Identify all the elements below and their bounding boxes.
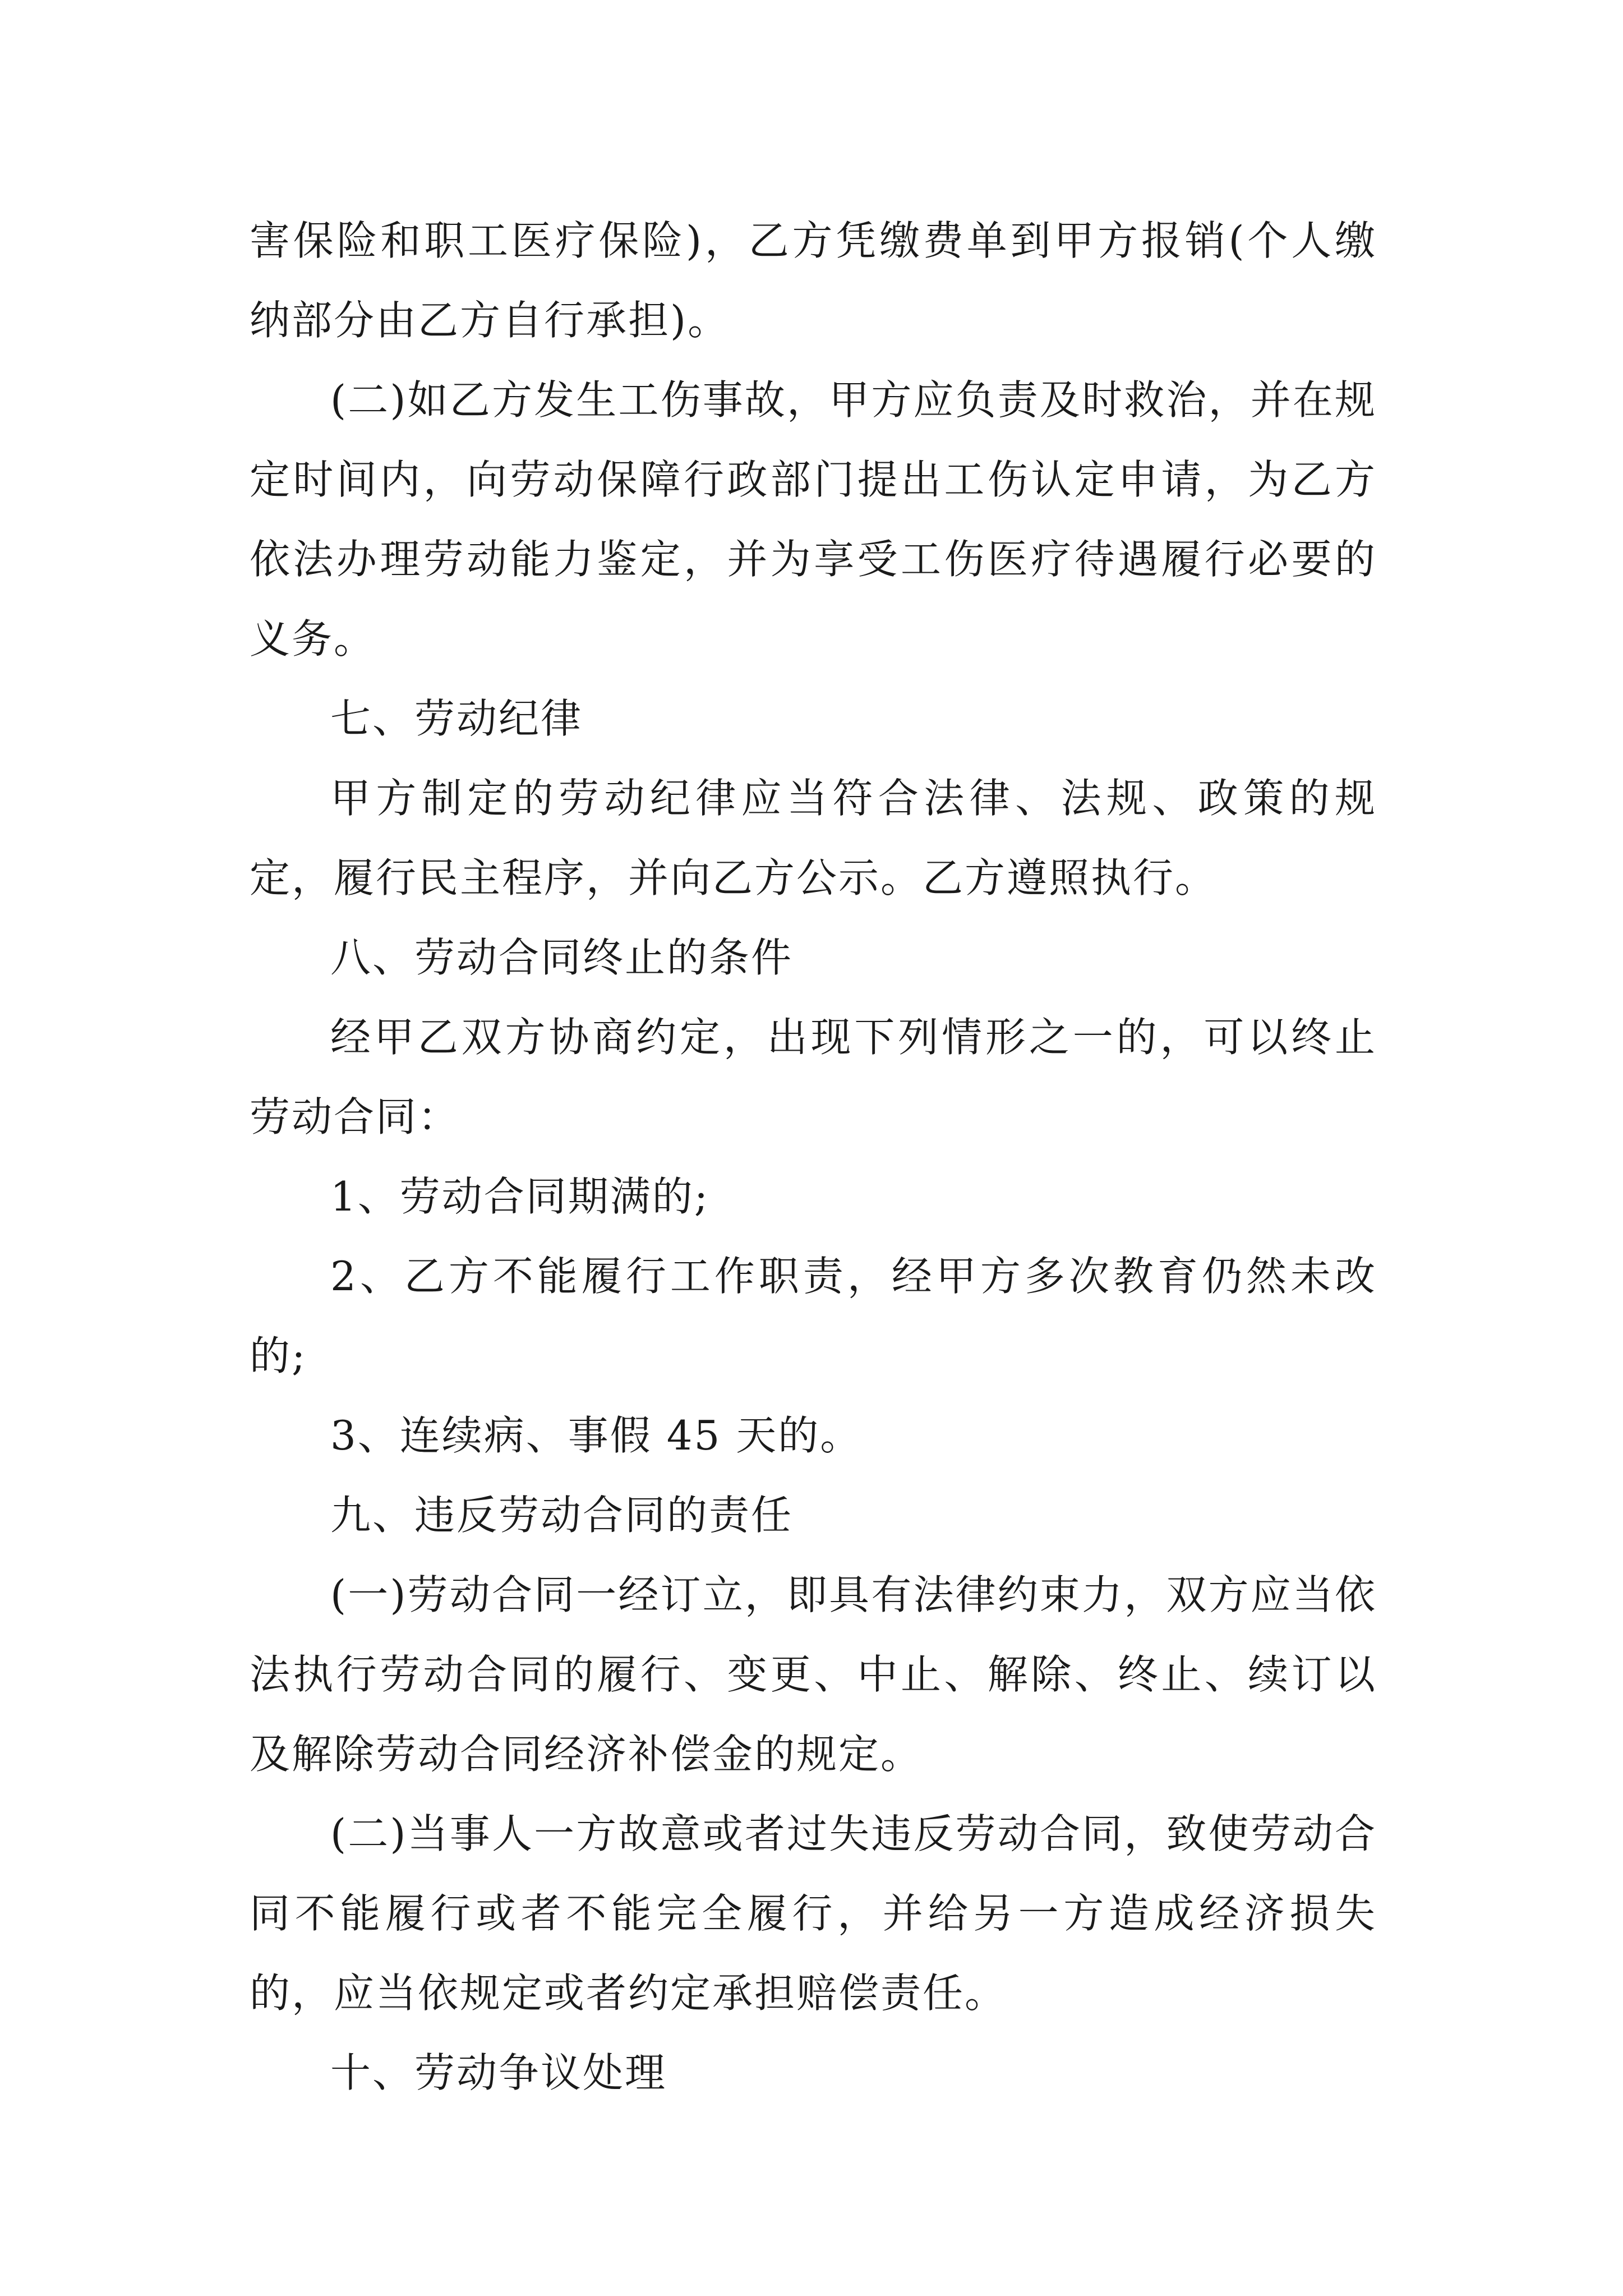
section-heading-dispute-resolution: 十、劳动争议处理 [330, 2049, 667, 2096]
paragraph-labor-discipline: 甲方制定的劳动纪律应当符合法律、法规、政策的规定，履行民主程序，并向乙方公示。乙方遵照执行。 [250, 775, 1377, 901]
list-item-termination-1: 1、劳动合同期满的; [330, 1173, 710, 1220]
document-body [250, 201, 1377, 2113]
paragraph-insurance-continuation: 害保险和职工医疗保险)，乙方凭缴费单到甲方报销(个人缴纳部分由乙方自行承担)。 [250, 217, 1377, 344]
section-heading-labor-discipline: 七、劳动纪律 [330, 695, 583, 742]
section-heading-termination-conditions: 八、劳动合同终止的条件 [330, 934, 794, 981]
section-heading-breach-liability: 九、违反劳动合同的责任 [330, 1492, 794, 1539]
paragraph-breach-liability-1: (一)劳动合同一经订立，即具有法律约束力，双方应当依法执行劳动合同的履行、变更、中止、解除、终止、续订以及解除劳动合同经济补偿金的规定。 [250, 1571, 1377, 1778]
list-item-termination-2: 2、乙方不能履行工作职责，经甲方多次教育仍然未改的; [250, 1253, 1377, 1379]
paragraph-breach-liability-2: (二)当事人一方故意或者过失违反劳动合同，致使劳动合同不能履行或者不能完全履行，并给另一方造成经济损失的，应当依规定或者约定承担赔偿责任。 [250, 1810, 1377, 2017]
list-item-termination-3: 3、连续病、事假 45 天的。 [330, 1412, 863, 1459]
paragraph-work-injury: (二)如乙方发生工伤事故，甲方应负责及时救治，并在规定时间内，向劳动保障行政部门提出工伤认定申请，为乙方依法办理劳动能力鉴定，并为享受工伤医疗待遇履行必要的义务。 [250, 376, 1377, 662]
paragraph-termination-intro: 经甲乙双方协商约定，出现下列情形之一的，可以终止劳动合同： [250, 1014, 1377, 1140]
